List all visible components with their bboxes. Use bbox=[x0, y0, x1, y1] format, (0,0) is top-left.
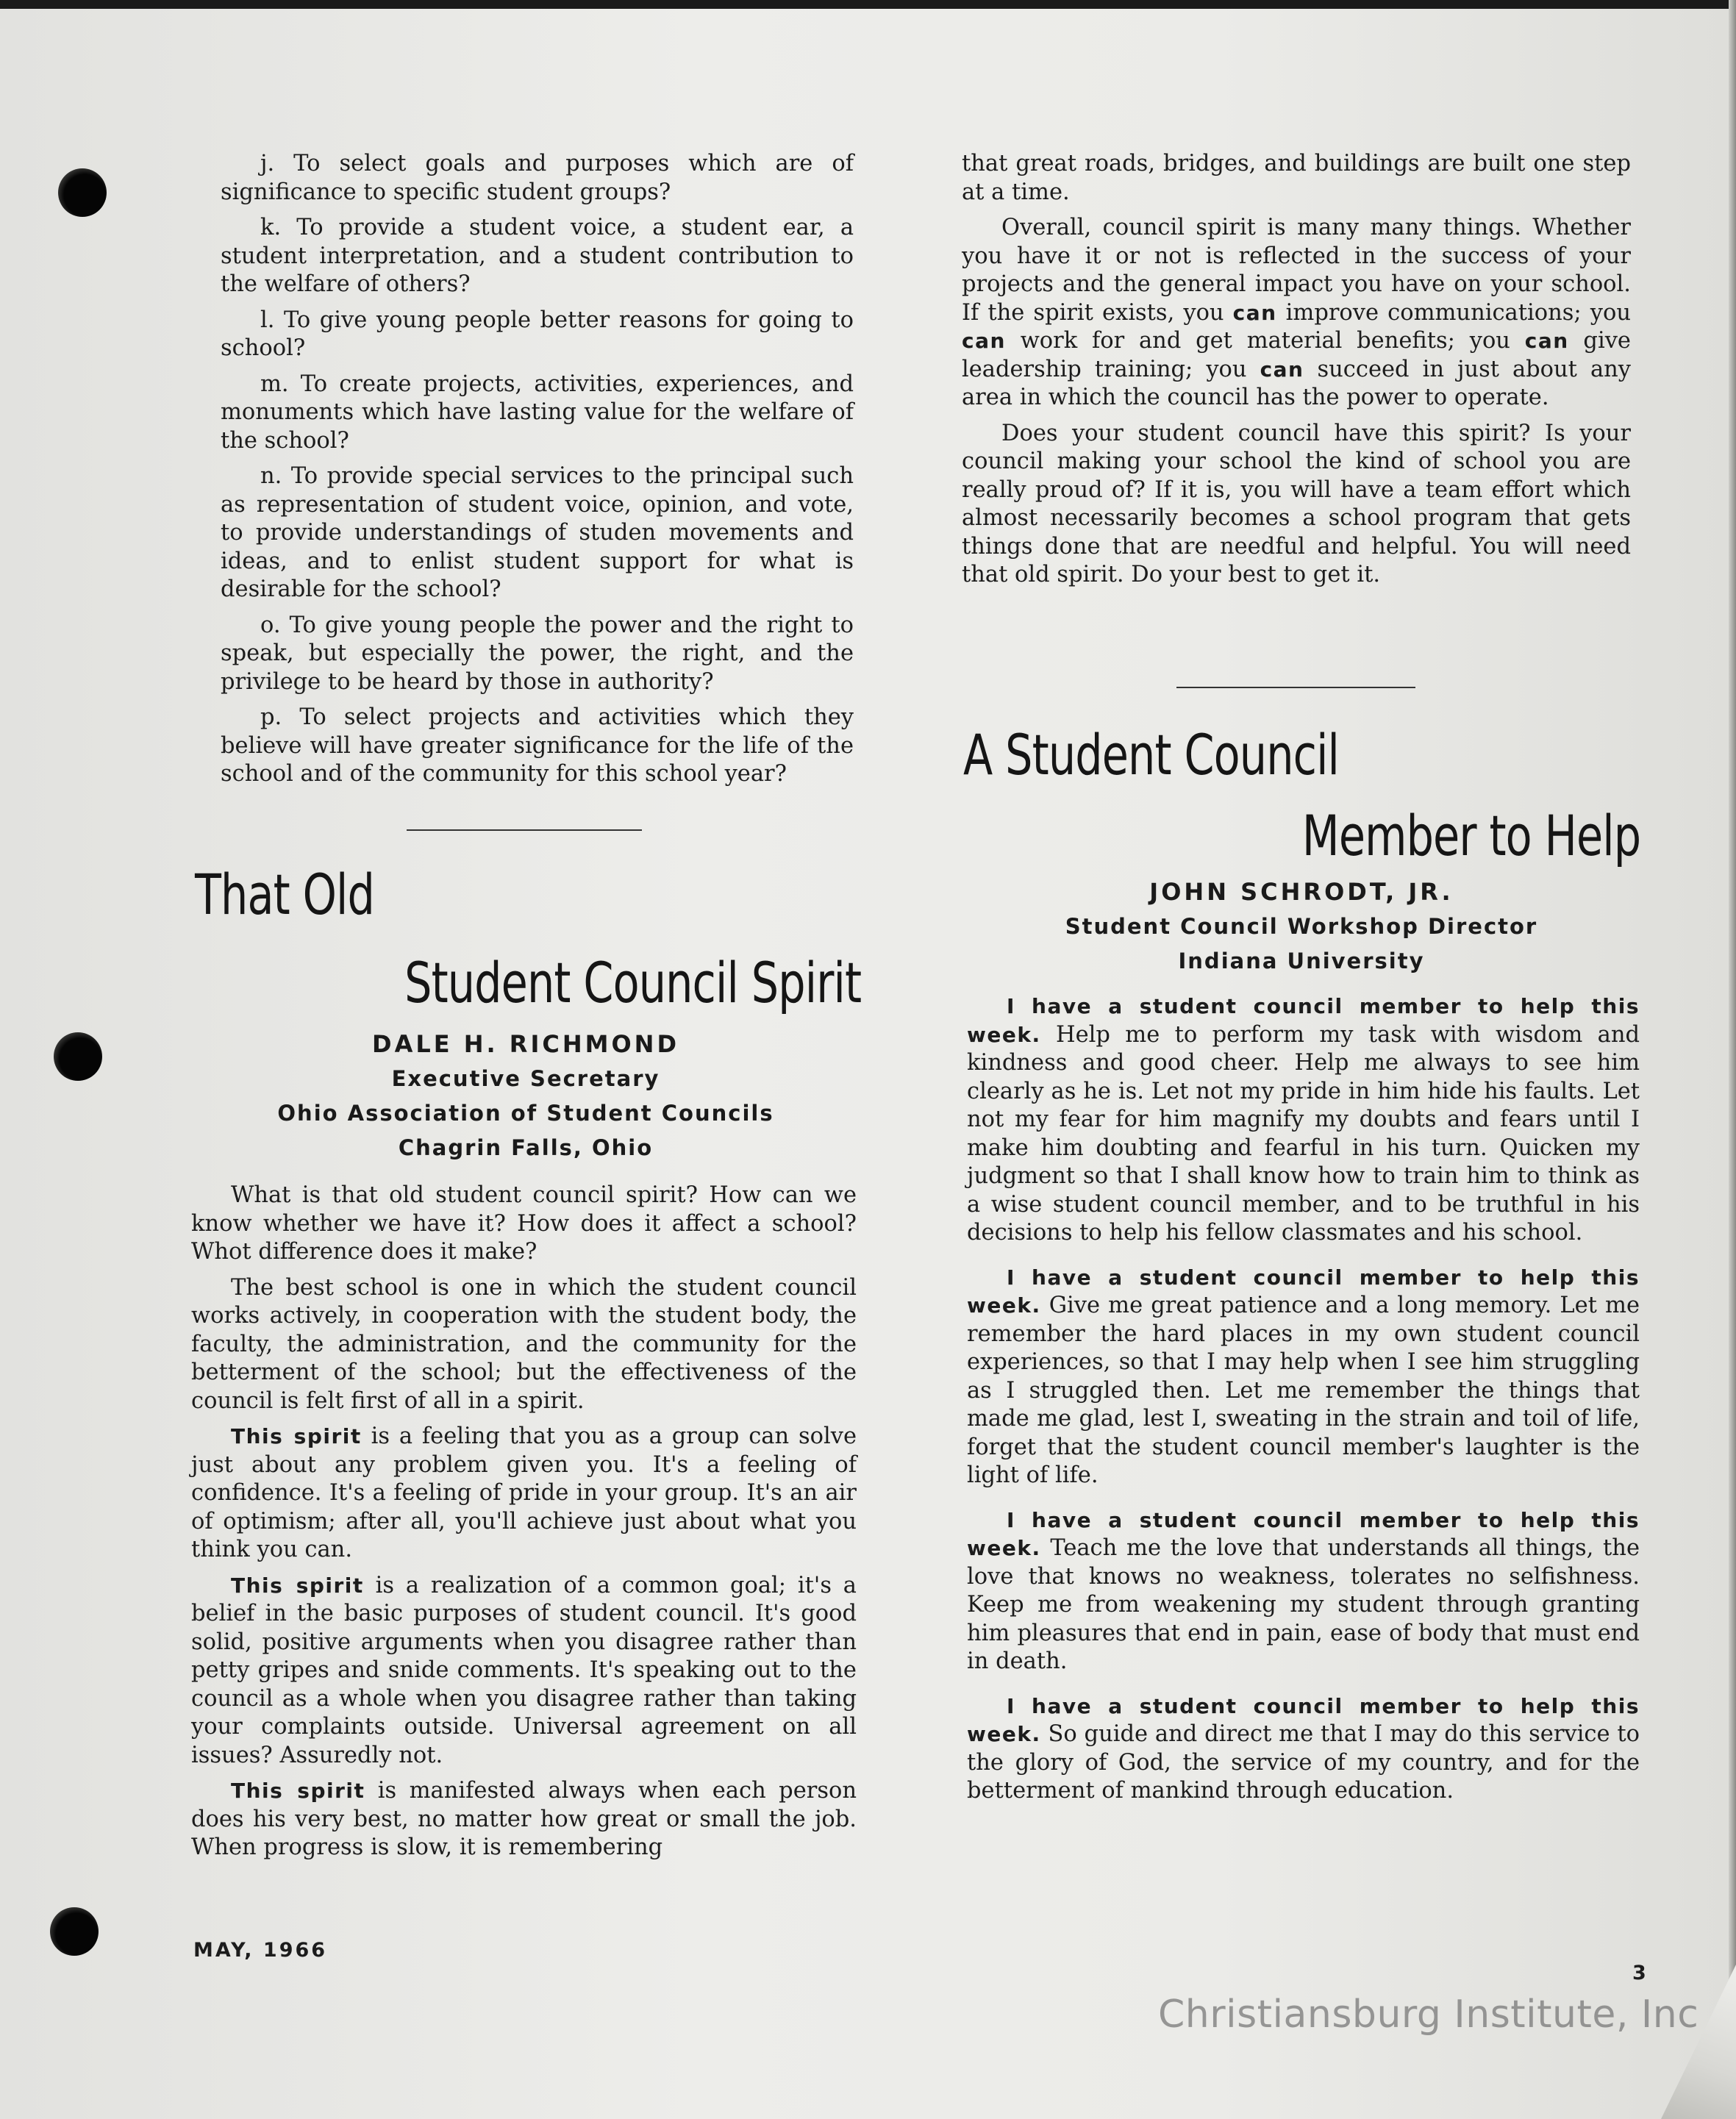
scan-right-edge bbox=[1729, 0, 1736, 2119]
article1-title-line1: That Old bbox=[195, 862, 374, 927]
lead-in: I have a student council member to help this week. bbox=[967, 1693, 1640, 1746]
list-item: m. To create projects, activities, experiences, and monuments which have lasting value for the welfare of the school? bbox=[221, 371, 854, 454]
binder-hole-top bbox=[58, 168, 107, 217]
article2-title-line1: A Student Council bbox=[963, 722, 1340, 787]
article1-body-left bbox=[191, 1182, 857, 1870]
lead-in: This spirit bbox=[231, 1779, 365, 1803]
page-number: 3 bbox=[1632, 1962, 1649, 1984]
article1-title-line2: Student Council Spirit bbox=[404, 950, 861, 1015]
paragraph: I have a student council member to help this week. So guide and direct me that I may do this service to the glory of God, the service of my country, and for the betterment of mankind through education. bbox=[967, 1693, 1640, 1804]
list-item: o. To give young people the power and the right to speak, but especially the power, the right, and the privilege to be heard by those in authority? bbox=[221, 612, 854, 695]
watermark: Christiansburg Institute, Inc bbox=[1158, 1993, 1699, 2037]
paragraph: I have a student council member to help this week. Teach me the love that understands all things, the love that knows no weakness, tolerates no selfishness. Keep me from weakening my student through granting him pleasures that end in pain, ease of body that must end in death. bbox=[967, 1507, 1640, 1674]
scan-top-edge bbox=[0, 0, 1736, 9]
author-role: Student Council Workshop Director bbox=[1065, 914, 1538, 939]
author-name: JOHN SCHRODT, JR. bbox=[1149, 878, 1454, 906]
paragraph: What is that old student council spirit? How can we know whether we have it? How does it affect a school? Whot difference does it make? bbox=[191, 1182, 857, 1265]
lead-in: This spirit bbox=[231, 1424, 362, 1448]
binder-hole-middle bbox=[54, 1032, 102, 1081]
lead-in: I have a student council member to help this week. bbox=[967, 994, 1640, 1047]
author-location: Chagrin Falls, Ohio bbox=[398, 1135, 654, 1160]
binder-hole-bottom bbox=[50, 1907, 99, 1956]
list-item: p. To select projects and activities which they believe will have greater significance for the life of the school and of the community for this school year? bbox=[221, 704, 854, 787]
divider bbox=[407, 829, 642, 831]
paragraph: This spirit is a feeling that you as a group can solve just about any problem given you. It's a feeling of confidence. It's a feeling of pride in your group. It's an air of optimism; after all, you'll achieve just about what you think you can. bbox=[191, 1423, 857, 1562]
divider bbox=[1176, 687, 1415, 688]
paragraph: This spirit is manifested always when each person does his very best, no matter how great or small the job. When progress is slow, it is remembering bbox=[191, 1778, 857, 1860]
paragraph: This spirit is a realization of a common goal; it's a belief in the basic purposes of student council. It's good solid, positive arguments when you disagree rather than petty gripes and snide comments. It's speaking out to the council as a whole when you disagree rather than taking your complaints outside. Universal agreement on all issues? Assuredly not. bbox=[191, 1572, 857, 1768]
lead-in: I have a student council member to help this week. bbox=[967, 1507, 1640, 1560]
article2-title-line2: Member to Help bbox=[1301, 803, 1640, 868]
paragraph: Overall, council spirit is many many things. Whether you have it or not is reflected in the success of your projects and the general impact you have on your school. If the spirit exists, you can improve communications; you can work for and get material benefits; you can give leadership training; you can succeed in just about any area in which the council has the power to operate. bbox=[962, 215, 1631, 410]
list-item: k. To provide a student voice, a student ear, a student interpretation, and a student contribution to the welfare of others? bbox=[221, 215, 854, 297]
list-item: l. To give young people better reasons for going to school? bbox=[221, 307, 854, 361]
issue-date: MAY, 1966 bbox=[193, 1939, 328, 1962]
article1-byline bbox=[206, 1027, 846, 1165]
left-list bbox=[221, 150, 854, 796]
lead-in: This spirit bbox=[231, 1573, 364, 1598]
lead-in: I have a student council member to help this week. bbox=[967, 1265, 1640, 1318]
author-role: Executive Secretary bbox=[391, 1066, 660, 1091]
paragraph: I have a student council member to help this week. Give me great patience and a long memory. Let me remember the hard places in my own student council experiences, so that I may help when I see him struggling as I struggled then. Let me remember the things that made me glad, lest I, sweating in the strain and toil of life, forget that the student council member's laughter is the light of life. bbox=[967, 1265, 1640, 1488]
author-org: Ohio Association of Student Councils bbox=[277, 1101, 774, 1126]
author-org: Indiana University bbox=[1178, 948, 1425, 973]
list-item: n. To provide special services to the principal such as representation of student voice, opinion, and vote, to provide understandings of studen movements and ideas, and to enlist student support for what is desirable for the school? bbox=[221, 463, 854, 602]
list-item: j. To select goals and purposes which are of significance to specific student groups? bbox=[221, 151, 854, 205]
paragraph: I have a student council member to help this week. Help me to perform my task with wisdom and kindness and good cheer. Help me always to see him clearly as he is. Let not my pride in him hide his faults. Let not my fear for him magnify my doubts and fears until I make him doubting and fearful in his turn. Quicken my judgment so that I shall know how to train him to think as a wise student council member, and to be truthful in his decisions to help his fellow classmates and his school. bbox=[967, 994, 1640, 1246]
paragraph: Does your student council have this spirit? Is your council making your school the kind of school you are really proud of? If it is, you will have a team effort which almost necessarily becomes a school program that gets things done that are needful and helpful. You will need that old spirit. Do your best to get it. bbox=[962, 420, 1631, 587]
article2-body bbox=[967, 993, 1640, 1813]
paragraph: that great roads, bridges, and buildings are built one step at a time. bbox=[962, 151, 1631, 205]
article1-body-right bbox=[962, 150, 1631, 597]
article2-byline bbox=[971, 875, 1632, 979]
paragraph: The best school is one in which the student council works actively, in cooperation with the student body, the faculty, the administration, and the community for the betterment of the school; but the effectiveness of the council is felt first of all in a spirit. bbox=[191, 1274, 857, 1414]
author-name: DALE H. RICHMOND bbox=[372, 1030, 679, 1058]
